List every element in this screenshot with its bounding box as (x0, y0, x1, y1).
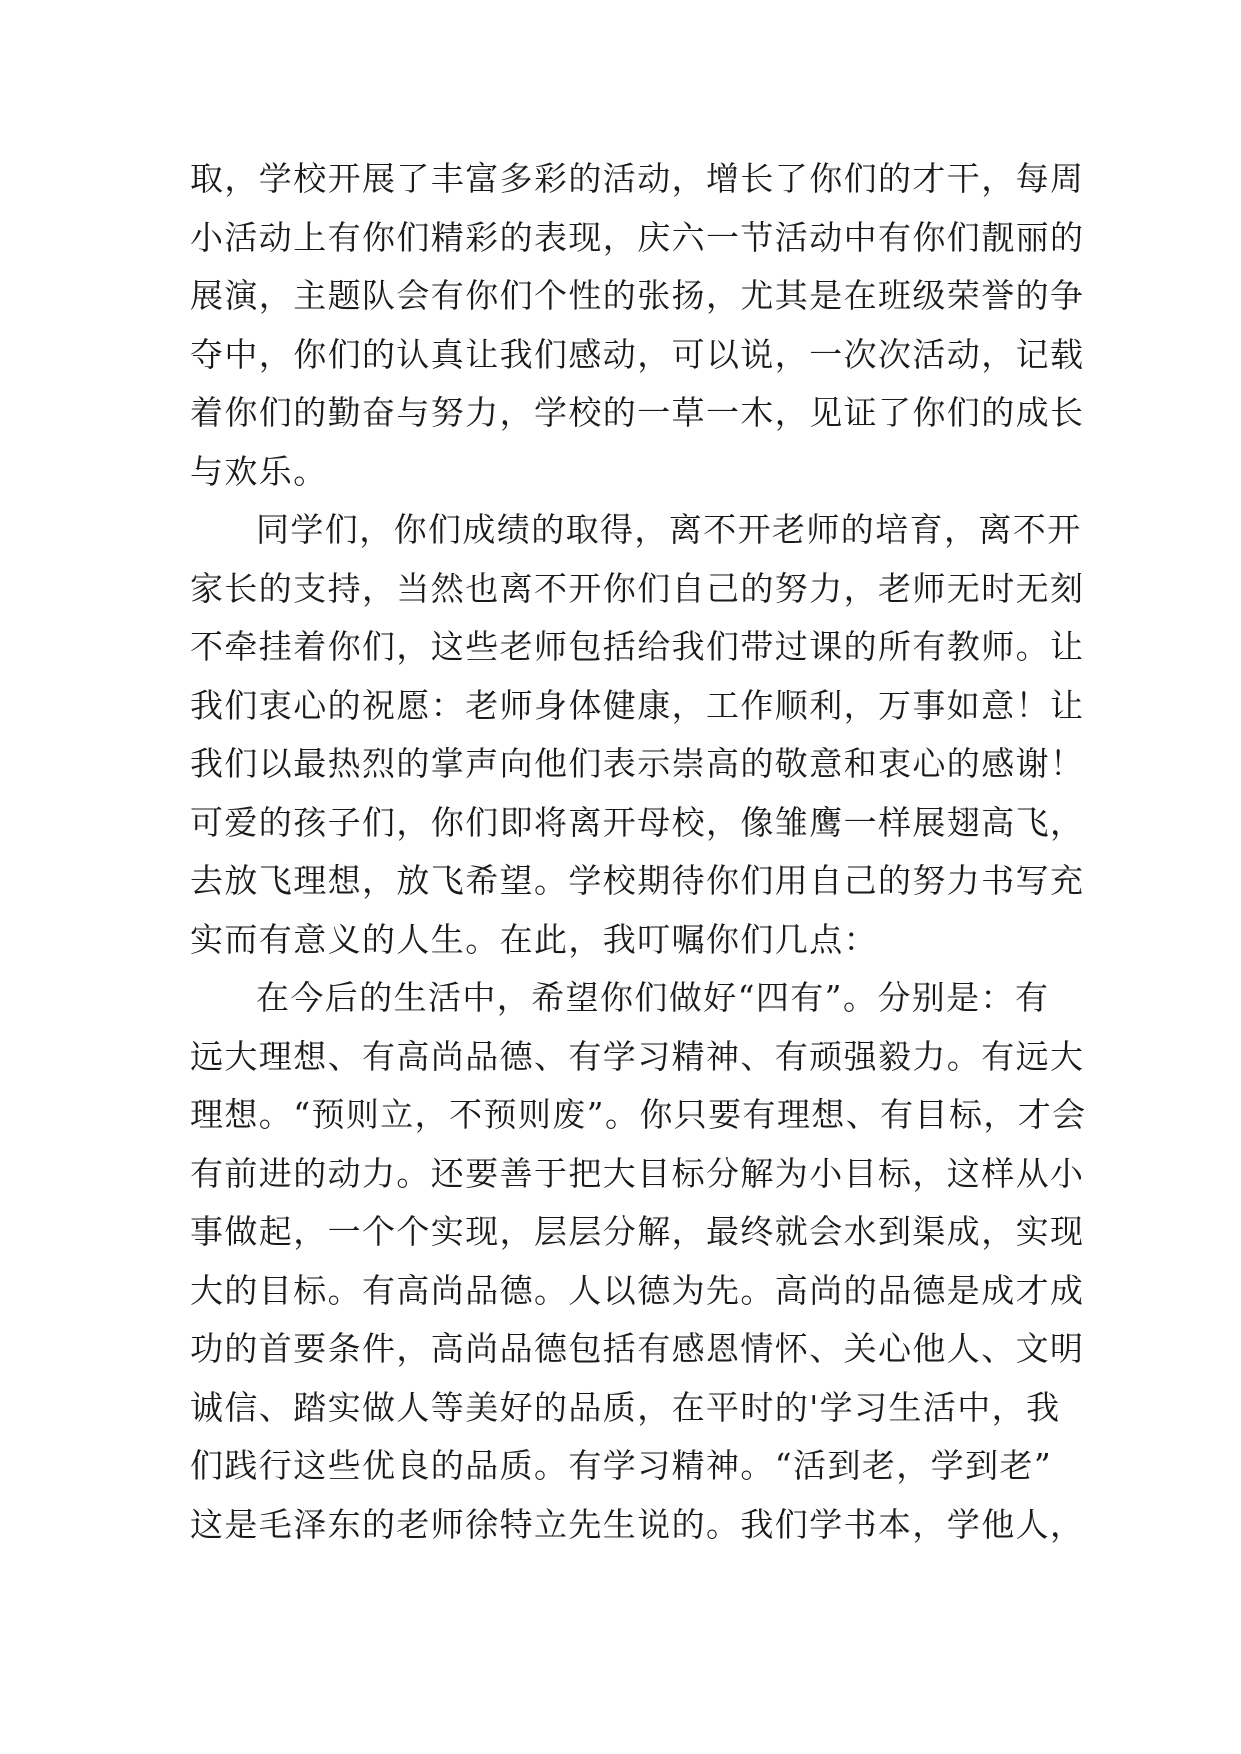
text-line: 家长的支持，当然也离不开你们自己的努力，老师无时无刻 (190, 568, 1085, 608)
text-line: 可爱的孩子们，你们即将离开母校，像雏鹰一样展翅高飞， (190, 802, 1085, 842)
text-line: 我们衷心的祝愿：老师身体健康，工作顺利，万事如意！让 (190, 685, 1085, 725)
paragraph-start-line: 在今后的生活中，希望你们做好“四有”。分别是：有 (256, 978, 1050, 1017)
paragraph-start-line: 同学们，你们成绩的取得，离不开老师的培育，离不开 (256, 510, 1082, 549)
text-line: 夺中，你们的认真让我们感动，可以说，一次次活动，记载 (190, 334, 1085, 374)
text-line: 事做起，一个个实现，层层分解，最终就会水到渠成，实现 (190, 1212, 1085, 1251)
text-line: 大的目标。有高尚品德。人以德为先。高尚的品德是成才成 (190, 1270, 1085, 1310)
document-body (190, 150, 1087, 1554)
text-line: 去放飞理想，放飞希望。学校期待你们用自己的努力书写充 (190, 861, 1085, 900)
text-line: 与欢乐。 (190, 451, 328, 491)
text-line: 实而有意义的人生。在此，我叮嘱你们几点： (190, 919, 878, 959)
text-line: 小活动上有你们精彩的表现，庆六一节活动中有你们靓丽的 (190, 217, 1085, 257)
text-line: 理想。“预则立，不预则废”。你只要有理想、有目标，才会 (190, 1095, 1087, 1134)
text-line: 们践行这些优良的品质。有学习精神。“活到老，学到老” (190, 1446, 1053, 1485)
text-line: 着你们的勤奋与努力，学校的一草一木，见证了你们的成长 (190, 393, 1085, 432)
text-line: 取，学校开展了丰富多彩的活动，增长了你们的才干，每周 (190, 159, 1085, 198)
text-line: 功的首要条件，高尚品德包括有感恩情怀、关心他人、文明 (190, 1329, 1085, 1368)
text-line: 远大理想、有高尚品德、有学习精神、有顽强毅力。有远大 (190, 1036, 1085, 1076)
text-line: 诚信、踏实做人等美好的品质，在平时的'学习生活中，我 (190, 1387, 1061, 1427)
text-line: 不牵挂着你们，这些老师包括给我们带过课的所有教师。让 (190, 627, 1085, 666)
text-line: 展演，主题队会有你们个性的张扬，尤其是在班级荣誉的争 (190, 276, 1085, 315)
text-line: 这是毛泽东的老师徐特立先生说的。我们学书本，学他人， (190, 1504, 1085, 1544)
text-line: 有前进的动力。还要善于把大目标分解为小目标，这样从小 (190, 1153, 1085, 1193)
text-line: 我们以最热烈的掌声向他们表示崇高的敬意和衷心的感谢！ (190, 744, 1085, 783)
